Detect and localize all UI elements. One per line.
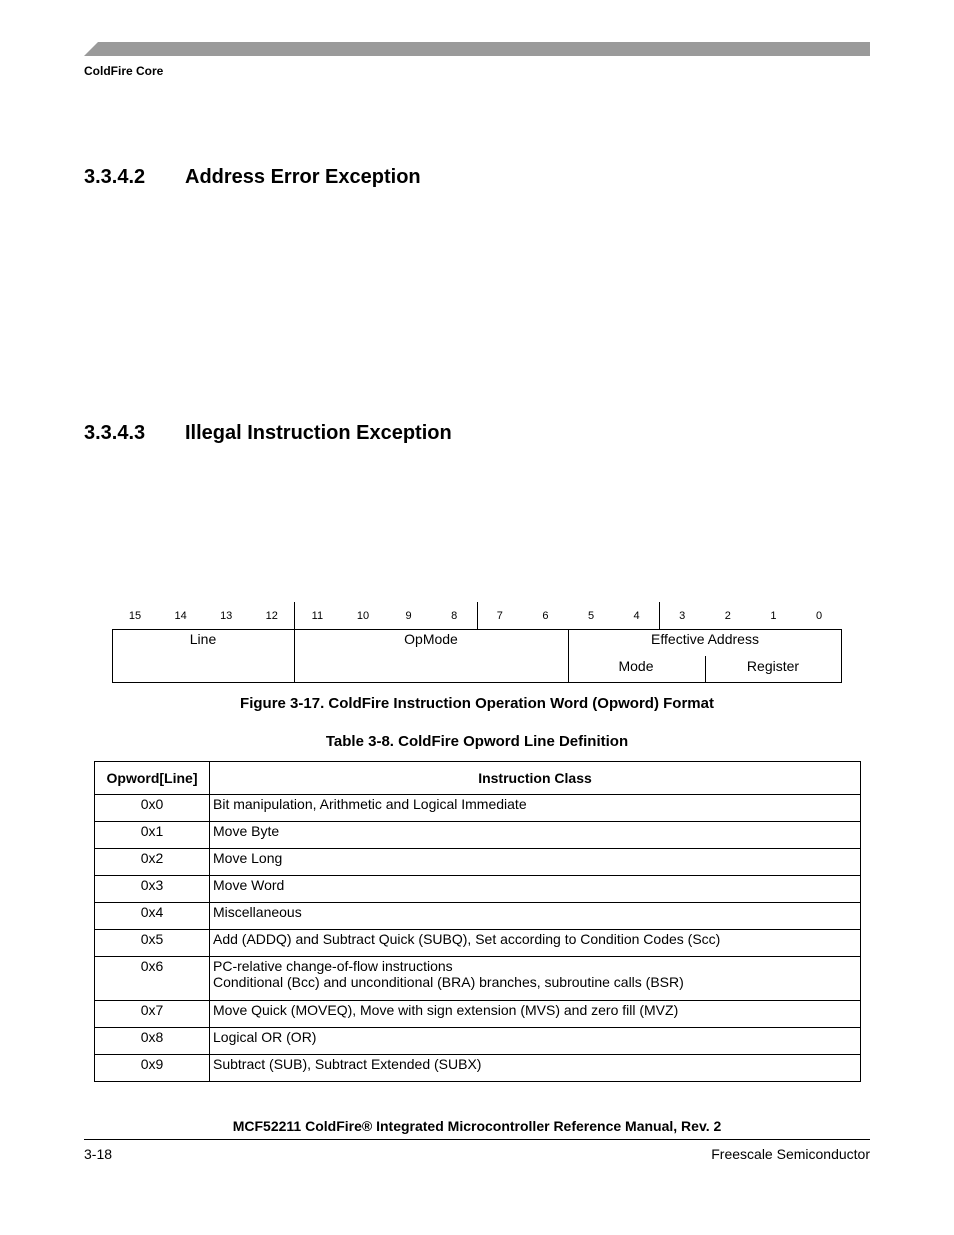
table-row xyxy=(95,1055,861,1082)
company-name: Freescale Semiconductor xyxy=(711,1146,870,1162)
instruction-class-line: Move Byte xyxy=(213,823,280,839)
table-caption: Table 3-8. ColdFire Opword Line Definition xyxy=(325,733,629,750)
effective-address-label: Effective Address xyxy=(651,631,759,647)
instruction-class xyxy=(210,957,861,1001)
table-row xyxy=(95,957,861,1001)
bit-number: 3 xyxy=(679,610,686,622)
table-row xyxy=(95,849,861,876)
section-title: Illegal Instruction Exception xyxy=(185,422,452,444)
bit-number: 13 xyxy=(220,610,233,622)
instruction-class-line: Move Long xyxy=(213,850,283,866)
instruction-class xyxy=(210,849,861,876)
bit-number: 2 xyxy=(724,610,731,622)
bit-number: 11 xyxy=(311,610,324,622)
instruction-class xyxy=(210,1055,861,1082)
column-header-opword-line: Opword[Line] xyxy=(95,762,210,795)
section-heading-illegal-instruction xyxy=(84,422,452,445)
instruction-class-line: Conditional (Bcc) and unconditional (BRA) branches, subroutine calls (BSR) xyxy=(213,974,684,990)
table-header-row xyxy=(95,762,861,795)
opword-line-code: 0x0 xyxy=(95,795,210,822)
instruction-class-line: Subtract (SUB), Subtract Extended (SUBX) xyxy=(213,1056,482,1072)
bit-number: 8 xyxy=(451,610,458,622)
header-bar xyxy=(84,42,870,56)
opword-line-code: 0x6 xyxy=(95,957,210,1001)
register-subfield-label: Register xyxy=(746,658,800,674)
bit-number: 6 xyxy=(542,610,549,622)
table-row xyxy=(95,930,861,957)
field-boundary-tick xyxy=(659,602,660,630)
field-boundary-tick xyxy=(477,602,478,630)
section-number: 3.3.4.3 xyxy=(84,422,146,444)
opword-line-table xyxy=(94,761,861,1082)
table-row xyxy=(95,1001,861,1028)
opword-line-code: 0x2 xyxy=(95,849,210,876)
instruction-class xyxy=(210,822,861,849)
line-field-label: Line xyxy=(189,631,217,647)
instruction-class-line: Bit manipulation, Arithmetic and Logical Immediate xyxy=(213,796,527,812)
instruction-class-line: Move Word xyxy=(213,877,285,893)
instruction-class xyxy=(210,1001,861,1028)
bit-number: 1 xyxy=(770,610,777,622)
bit-number: 9 xyxy=(405,610,412,622)
bit-number: 10 xyxy=(356,610,370,622)
bit-number: 14 xyxy=(174,610,187,622)
bit-number: 0 xyxy=(815,610,823,622)
instruction-class xyxy=(210,930,861,957)
section-heading-address-error xyxy=(84,166,421,189)
instruction-class-line: Logical OR (OR) xyxy=(213,1029,317,1045)
running-head: ColdFire Core xyxy=(84,64,164,78)
opword-line-code: 0x1 xyxy=(95,822,210,849)
opword-line-code: 0x3 xyxy=(95,876,210,903)
opword-line-code: 0x8 xyxy=(95,1028,210,1055)
opword-line-code: 0x5 xyxy=(95,930,210,957)
opword-line-code: 0x9 xyxy=(95,1055,210,1082)
instruction-class-line: Move Quick (MOVEQ), Move with sign extension (MVS) and zero fill (MVZ) xyxy=(213,1002,679,1018)
table-row xyxy=(95,903,861,930)
opword-line-code: 0x7 xyxy=(95,1001,210,1028)
instruction-class xyxy=(210,876,861,903)
instruction-class xyxy=(210,903,861,930)
page-number: 3-18 xyxy=(84,1146,113,1162)
table-row xyxy=(95,822,861,849)
instruction-class xyxy=(210,795,861,822)
instruction-class xyxy=(210,1028,861,1055)
bit-number: 12 xyxy=(265,610,278,622)
section-number: 3.3.4.2 xyxy=(84,166,146,188)
section-title: Address Error Exception xyxy=(185,166,421,188)
instruction-class-line: Miscellaneous xyxy=(213,904,302,920)
figure-caption: Figure 3-17. ColdFire Instruction Operation Word (Opword) Format xyxy=(240,695,714,712)
bit-number: 15 xyxy=(128,610,142,622)
bit-number: 5 xyxy=(587,610,595,622)
footer-manual-title: MCF52211 ColdFire® Integrated Microcontroller Reference Manual, Rev. 2 xyxy=(232,1118,722,1134)
instruction-class-line: Add (ADDQ) and Subtract Quick (SUBQ), Set according to Condition Codes (Scc) xyxy=(213,931,721,947)
bit-number: 7 xyxy=(496,610,503,622)
footer-rule xyxy=(84,1139,870,1140)
table-row xyxy=(95,876,861,903)
table-row xyxy=(95,1028,861,1055)
mode-subfield-label: Mode xyxy=(618,658,654,674)
instruction-class-line: PC-relative change-of-flow instructions xyxy=(213,958,453,974)
opword-line-code: 0x4 xyxy=(95,903,210,930)
field-boundary-tick xyxy=(294,602,295,630)
mode-register-divider xyxy=(705,656,706,683)
opmode-field-label: OpMode xyxy=(404,631,458,647)
column-header-instruction-class: Instruction Class xyxy=(210,762,861,795)
bit-number: 4 xyxy=(633,610,640,622)
table-row xyxy=(95,795,861,822)
